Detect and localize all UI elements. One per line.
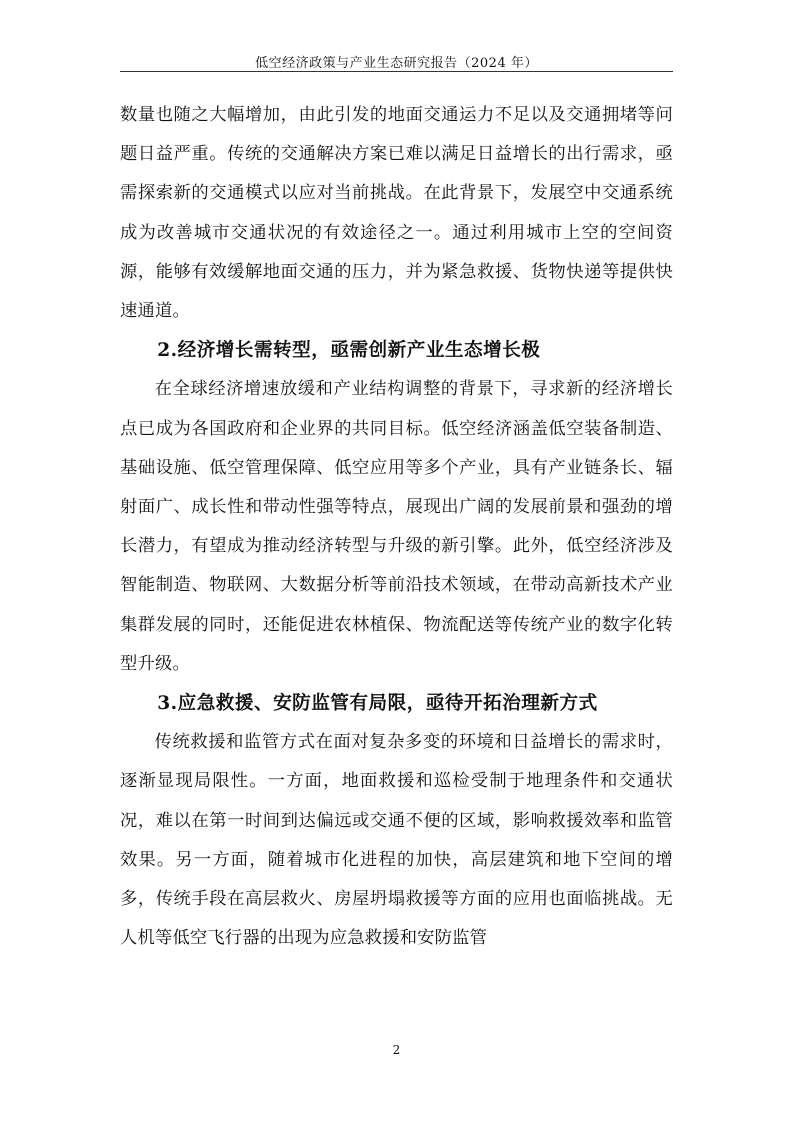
header-rule [120, 71, 673, 72]
paragraph-emergency-rescue: 传统救援和监管方式在面对复杂多变的环境和日益增长的需求时，逐渐显现局限性。一方面，地面救援和巡检受制于地理条件和交通状况，难以在第一时间到达偏远或交通不便的区域，影响救援效率和监管效果。另一方面，随着城市化进程的加快，高层建筑和地下空间的增多，传统手段在高层救火、房屋坍塌救援等方面的应用也面临挑战。无人机等低空飞行器的出现为应急救援和安防监管 [120, 732, 673, 949]
section-heading-3: 3.应急救援、安防监管有局限，亟待开拓治理新方式 [157, 693, 598, 715]
section-heading-2: 2.经济增长需转型，亟需创新产业生态增长极 [157, 340, 541, 362]
page-content [120, 96, 673, 958]
paragraph-economic-growth: 在全球经济增速放缓和产业结构调整的背景下，寻求新的经济增长点已成为各国政府和企业界的共同目标。低空经济涵盖低空装备制造、基础设施、低空管理保障、低空应用等多个产业，具有产业链条长、辐射面广、成长性和带动性强等特点，展现出广阔的发展前景和强劲的增长潜力，有望成为推动经济转型与升级的新引擎。此外，低空经济涉及智能制造、物联网、大数据分析等前沿技术领域，在带动高新技术产业集群发展的同时，还能促进农林植保、物流配送等传统产业的数字化转型升级。 [120, 379, 673, 674]
page-number: 2 [392, 1043, 401, 1057]
running-header: 低空经济政策与产业生态研究报告（2024 年） [255, 56, 538, 71]
paragraph-continued: 数量也随之大幅增加，由此引发的地面交通运力不足以及交通拥堵等问题日益严重。传统的交通解决方案已难以满足日益增长的出行需求，亟需探索新的交通模式以应对当前挑战。在此背景下，发展空中交通系统成为改善城市交通状况的有效途径之一。通过利用城市上空的空间资源，能够有效缓解地面交通的压力，并为紧急救援、货物快递等提供快速通道。 [120, 105, 673, 322]
